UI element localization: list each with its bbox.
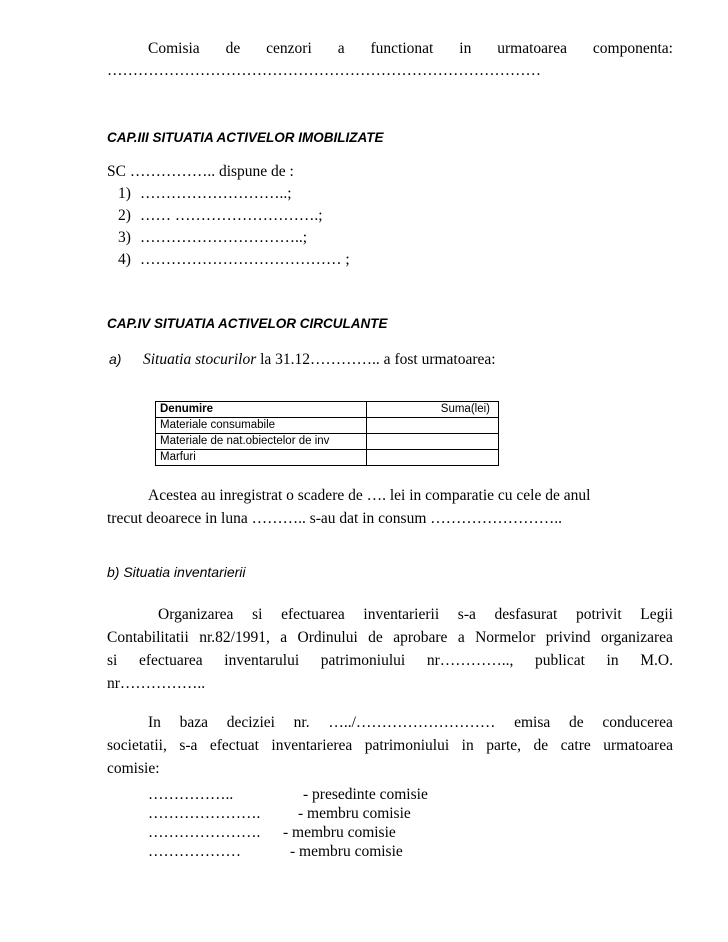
commission-member	[148, 843, 403, 861]
word: in	[459, 40, 472, 57]
word: In	[148, 714, 161, 731]
list-item-number: 3)	[118, 229, 131, 246]
commission-member	[148, 824, 396, 842]
para1-line	[158, 606, 673, 624]
sc-line: SC …………….. dispune de :	[107, 163, 294, 180]
word: si	[252, 606, 263, 623]
word: a	[457, 629, 465, 646]
member-name-dots: ……………..	[148, 786, 234, 803]
word: publicat	[534, 652, 585, 669]
table-cell: Marfuri	[156, 450, 367, 466]
word: componenta:	[592, 40, 673, 57]
word: Comisia	[148, 40, 200, 57]
subsection-a-label: a)	[109, 351, 122, 367]
word: inventarierii	[363, 606, 440, 623]
word: …../………………………	[328, 714, 496, 731]
commission-member	[148, 805, 411, 823]
word: a	[337, 40, 345, 57]
table-row	[156, 418, 499, 434]
table-header-suma: Suma(lei)	[367, 402, 499, 418]
word: si	[107, 652, 118, 669]
table-cell: Materiale consumabile	[156, 418, 367, 434]
word: inventarului	[224, 652, 300, 669]
word: urmatoarea	[497, 40, 567, 57]
word: deciziei	[226, 714, 275, 731]
word: de	[368, 629, 383, 646]
word: Ordinului	[297, 629, 358, 646]
word: in	[606, 652, 619, 669]
list-item-text: …………………………..;	[140, 229, 308, 246]
cap3-heading: CAP.III SITUATIA ACTIVELOR IMOBILIZATE	[107, 130, 384, 145]
stocks-italic: Situatia stocurilor	[143, 351, 257, 368]
word: de	[533, 737, 549, 754]
stocks-table	[155, 401, 499, 466]
word: efectuarea	[138, 652, 203, 669]
table-header-denumire: Denumire	[156, 402, 367, 418]
word: cenzori	[266, 40, 312, 57]
word: s-a	[457, 606, 476, 623]
member-name-dots: ………………….	[148, 805, 261, 822]
word: conducerea	[602, 714, 673, 731]
word: organizarea	[600, 629, 673, 646]
word: de	[225, 40, 241, 57]
para2-line	[148, 714, 673, 732]
decrease-line-1: Acestea au inregistrat o scadere de …. lei in comparatie cu cele de anul	[148, 487, 591, 504]
list-item-number: 2)	[118, 207, 131, 224]
word: efectuarea	[281, 606, 345, 623]
word: functionat	[370, 40, 434, 57]
word: societatii,	[107, 737, 167, 754]
stocks-line	[109, 351, 496, 369]
word: Organizarea	[158, 606, 234, 623]
list-item	[118, 207, 323, 225]
commission-member	[148, 786, 428, 804]
word: s-a	[179, 737, 198, 754]
para1-line	[107, 629, 673, 647]
word: aprobare	[393, 629, 448, 646]
list-item-text: ………………………………… ;	[140, 251, 350, 268]
para1-line	[107, 652, 673, 670]
table-row	[156, 434, 499, 450]
cap4-heading: CAP.IV SITUATIA ACTIVELOR CIRCULANTE	[107, 316, 388, 331]
word: Normelor	[475, 629, 536, 646]
word: de	[568, 714, 584, 731]
word: nr.82/1991,	[199, 629, 270, 646]
word: urmatoarea	[603, 737, 673, 754]
intro-line	[148, 40, 673, 58]
word: catre	[560, 737, 591, 754]
word: emisa	[514, 714, 551, 731]
word: Legii	[640, 606, 673, 623]
member-name-dots: ………………….	[148, 824, 261, 841]
word: M.O.	[640, 652, 673, 669]
intro-dots: …………………………………………………………………………	[107, 62, 541, 79]
list-item-number: 1)	[118, 185, 131, 202]
list-item	[118, 229, 307, 247]
word: nr.	[293, 714, 310, 731]
word: privind	[545, 629, 591, 646]
member-role: - presedinte comisie	[303, 786, 428, 803]
table-cell	[367, 434, 499, 450]
word: patrimoniului	[364, 737, 450, 754]
para2-line	[107, 737, 673, 755]
word: parte,	[486, 737, 522, 754]
subsection-b-heading: b) Situatia inventarierii	[107, 564, 246, 580]
word: a	[280, 629, 288, 646]
word: in	[461, 737, 474, 754]
para1-last-line: nr……………..	[107, 675, 206, 692]
word: potrivit	[575, 606, 622, 623]
list-item-text: ………………………..;	[140, 185, 292, 202]
word: efectuat	[209, 737, 259, 754]
table-row	[156, 450, 499, 466]
table-header-row	[156, 402, 499, 418]
list-item-text: …… ……………………….;	[140, 207, 323, 224]
table-cell	[367, 450, 499, 466]
table-cell: Materiale de nat.obiectelor de inv	[156, 434, 367, 450]
decrease-line-2: trecut deoarece in luna ……….. s-au dat in consum ……………………..	[107, 510, 562, 527]
member-role: - membru comisie	[298, 805, 411, 822]
table-cell	[367, 418, 499, 434]
word: nr…………..,	[426, 652, 514, 669]
word: inventarierea	[271, 737, 353, 754]
word: Contabilitatii	[107, 629, 189, 646]
list-item	[118, 185, 292, 203]
member-role: - membru comisie	[290, 843, 403, 860]
list-item	[118, 251, 350, 269]
stocks-rest: la 31.12………….. a fost urmatoarea:	[256, 351, 496, 368]
word: desfasurat	[494, 606, 558, 623]
word: patrimoniului	[320, 652, 406, 669]
para2-last-line: comisie:	[107, 760, 160, 777]
member-name-dots: ………………	[148, 843, 241, 860]
list-item-number: 4)	[118, 251, 131, 268]
member-role: - membru comisie	[283, 824, 396, 841]
word: baza	[179, 714, 209, 731]
